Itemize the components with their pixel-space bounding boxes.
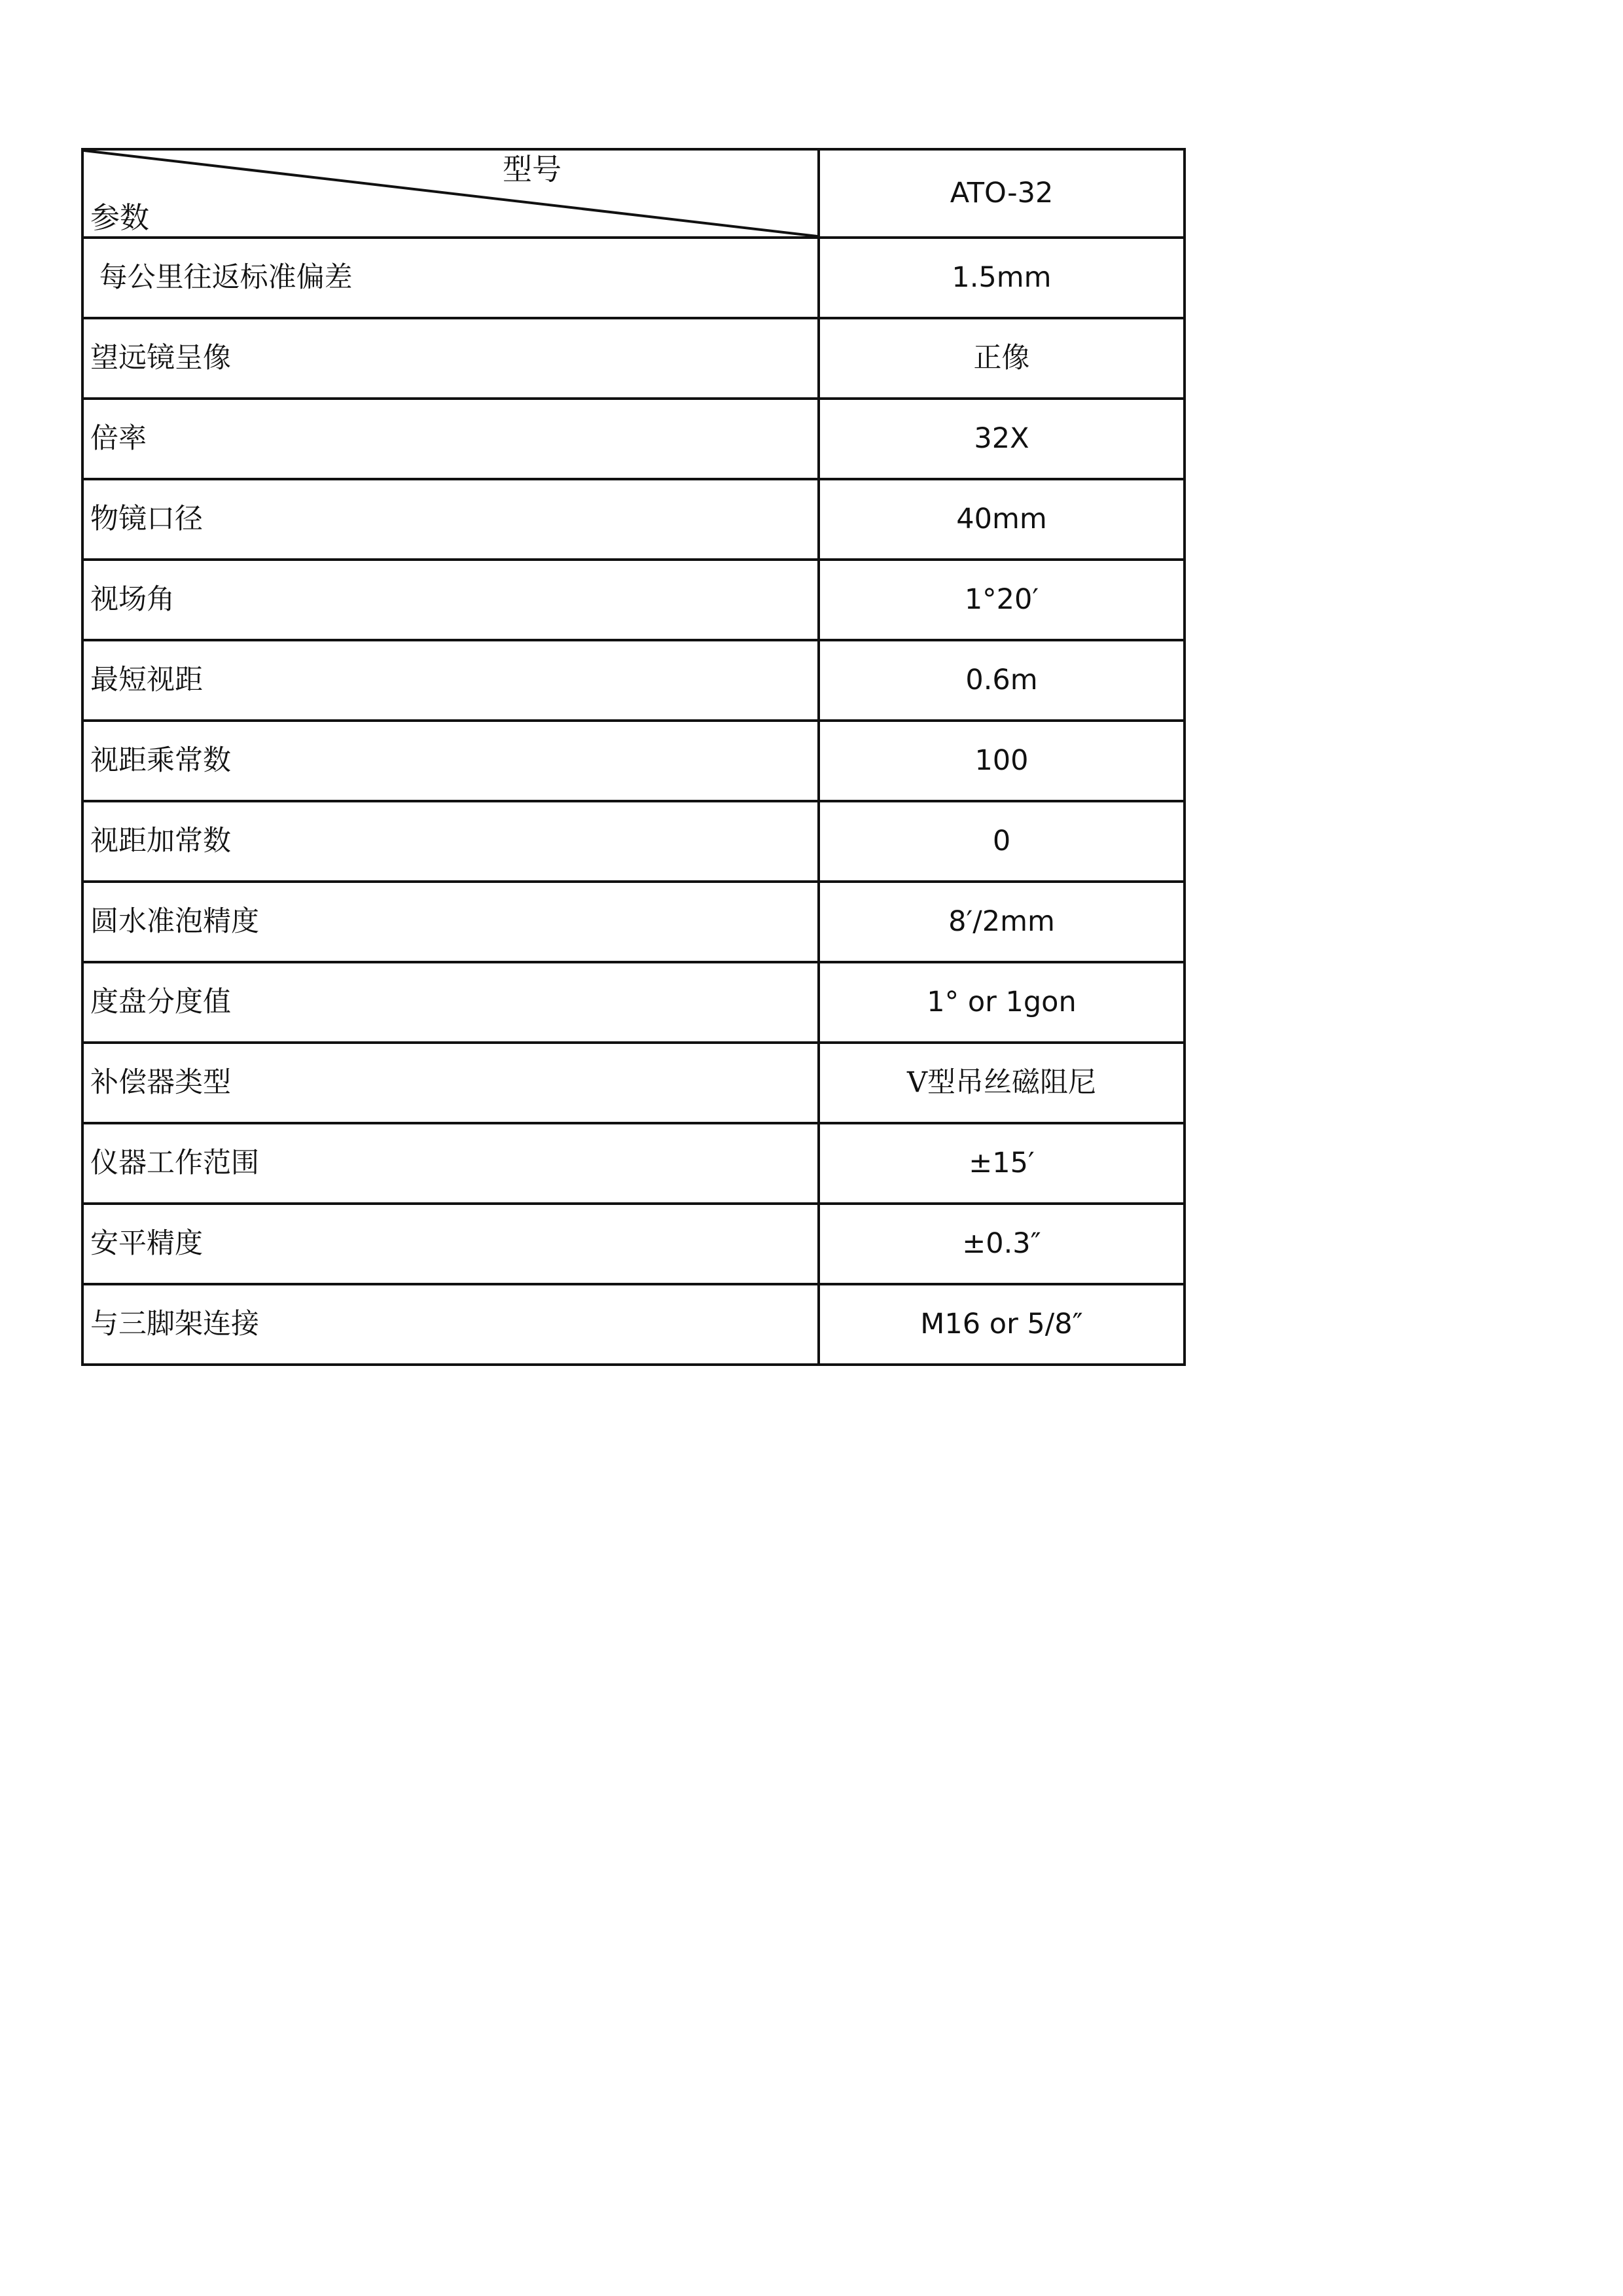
value-cell: 1° or 1gon xyxy=(819,962,1185,1043)
table-row xyxy=(82,318,1185,399)
value-cell: 1.5mm xyxy=(819,238,1185,318)
value-cell: 40mm xyxy=(819,479,1185,560)
param-cell: 仪器工作范围 xyxy=(82,1123,819,1204)
param-cell: 倍率 xyxy=(82,399,819,479)
param-cell: 视场角 xyxy=(82,560,819,640)
table-row xyxy=(82,882,1185,962)
table-header-row xyxy=(82,149,1185,238)
table-row xyxy=(82,238,1185,318)
table-row xyxy=(82,1284,1185,1365)
value-cell: 8′/2mm xyxy=(819,882,1185,962)
value-cell: 正像 xyxy=(819,318,1185,399)
table-row xyxy=(82,962,1185,1043)
param-cell: 安平精度 xyxy=(82,1204,819,1284)
value-cell: 0.6m xyxy=(819,640,1185,721)
value-cell: M16 or 5/8″ xyxy=(819,1284,1185,1365)
param-cell: 视距乘常数 xyxy=(82,721,819,801)
value-cell: 32X xyxy=(819,399,1185,479)
param-cell: 度盘分度值 xyxy=(82,962,819,1043)
value-cell: 1°20′ xyxy=(819,560,1185,640)
table-row xyxy=(82,560,1185,640)
param-cell: 与三脚架连接 xyxy=(82,1284,819,1365)
header-model-cell: ATO-32 xyxy=(819,149,1185,238)
value-cell: 0 xyxy=(819,801,1185,882)
param-cell: 视距加常数 xyxy=(82,801,819,882)
diagonal-line xyxy=(84,151,817,236)
header-column-label: 型号 xyxy=(503,152,562,187)
table-row xyxy=(82,399,1185,479)
value-cell: V型吊丝磁阻尼 xyxy=(819,1043,1185,1123)
table-row xyxy=(82,1204,1185,1284)
table-row xyxy=(82,1123,1185,1204)
spec-table xyxy=(81,148,1186,1366)
param-cell: 每公里往返标准偏差 xyxy=(82,238,819,318)
table-row xyxy=(82,640,1185,721)
table-row xyxy=(82,801,1185,882)
param-cell: 最短视距 xyxy=(82,640,819,721)
header-row-label: 参数 xyxy=(90,200,150,235)
table-row xyxy=(82,479,1185,560)
param-cell: 圆水准泡精度 xyxy=(82,882,819,962)
value-cell: ±15′ xyxy=(819,1123,1185,1204)
param-cell: 补偿器类型 xyxy=(82,1043,819,1123)
table-row xyxy=(82,1043,1185,1123)
param-cell: 物镜口径 xyxy=(82,479,819,560)
param-cell: 望远镜呈像 xyxy=(82,318,819,399)
diagonal-header-cell xyxy=(82,149,819,238)
value-cell: 100 xyxy=(819,721,1185,801)
table-row xyxy=(82,721,1185,801)
value-cell: ±0.3″ xyxy=(819,1204,1185,1284)
